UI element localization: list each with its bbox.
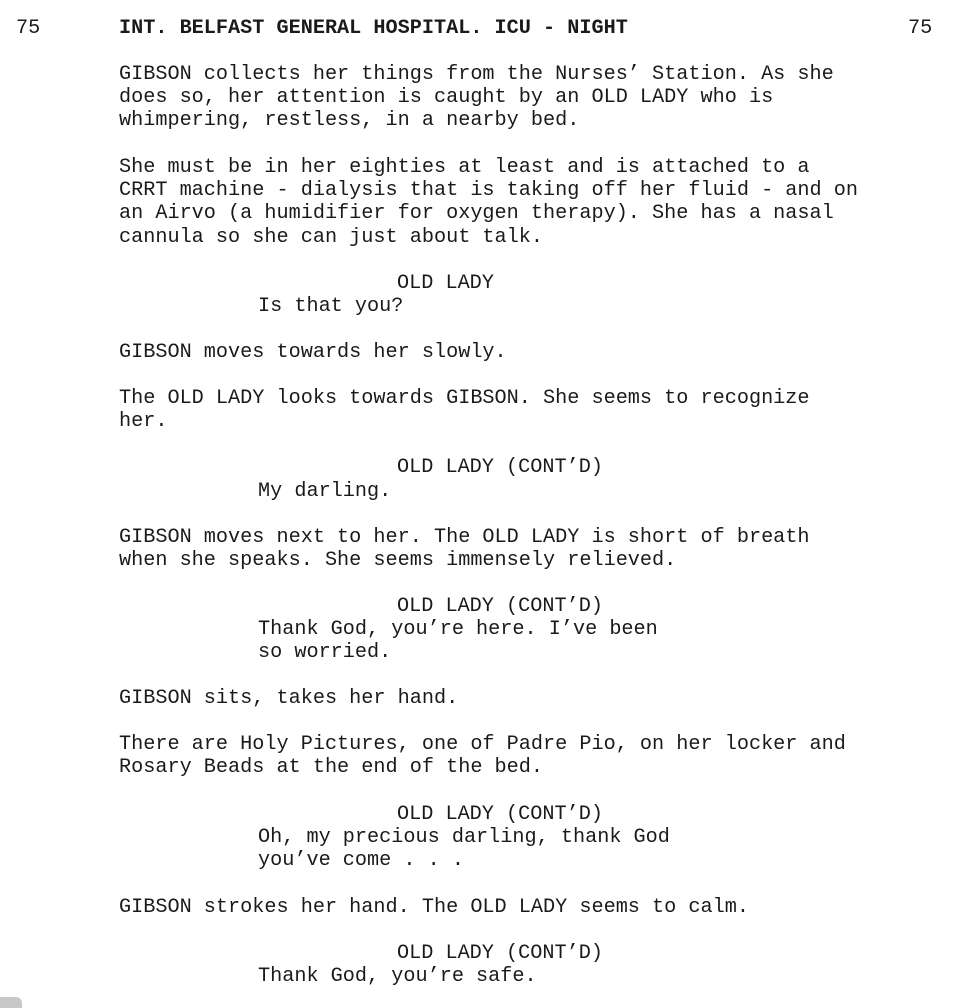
dialogue-line: Oh, my precious darling, thank God you’ve come . . .: [258, 826, 670, 873]
dialogue-line: Thank God, you’re safe.: [258, 965, 537, 988]
action-block: GIBSON collects her things from the Nurses’ Station. As she does so, her attention is caught by an OLD LADY who is whimpering, restless, in a nearby bed.: [119, 63, 834, 133]
character-cue: OLD LADY: [397, 272, 494, 295]
action-block: GIBSON moves towards her slowly.: [119, 341, 507, 364]
dialogue-line: My darling.: [258, 480, 392, 503]
character-cue: OLD LADY (CONT’D): [397, 942, 603, 965]
character-cue: OLD LADY (CONT’D): [397, 803, 603, 826]
action-block: There are Holy Pictures, one of Padre Pio, on her locker and Rosary Beads at the end of the bed.: [119, 733, 846, 780]
action-block: She must be in her eighties at least and is attached to a CRRT machine - dialysis that is taking off her fluid - and on an Airvo (a humidifier for oxygen therapy). She has a nasal cannula so she can just about talk.: [119, 156, 858, 249]
action-block: GIBSON strokes her hand. The OLD LADY seems to calm.: [119, 896, 749, 919]
action-block: GIBSON sits, takes her hand.: [119, 687, 459, 710]
dialogue-line: Is that you?: [258, 295, 404, 318]
action-block: GIBSON moves next to her. The OLD LADY is short of breath when she speaks. She seems immensely relieved.: [119, 526, 810, 573]
scene-heading: INT. BELFAST GENERAL HOSPITAL. ICU - NIGHT: [119, 17, 628, 40]
page-corner-mark: [0, 997, 22, 1008]
character-cue: OLD LADY (CONT’D): [397, 456, 603, 479]
dialogue-line: Thank God, you’re here. I’ve been so worried.: [258, 618, 658, 665]
scene-number-left: 75: [16, 17, 41, 40]
character-cue: OLD LADY (CONT’D): [397, 595, 603, 618]
scene-number-right: 75: [908, 17, 933, 40]
action-block: The OLD LADY looks towards GIBSON. She seems to recognize her.: [119, 387, 810, 434]
